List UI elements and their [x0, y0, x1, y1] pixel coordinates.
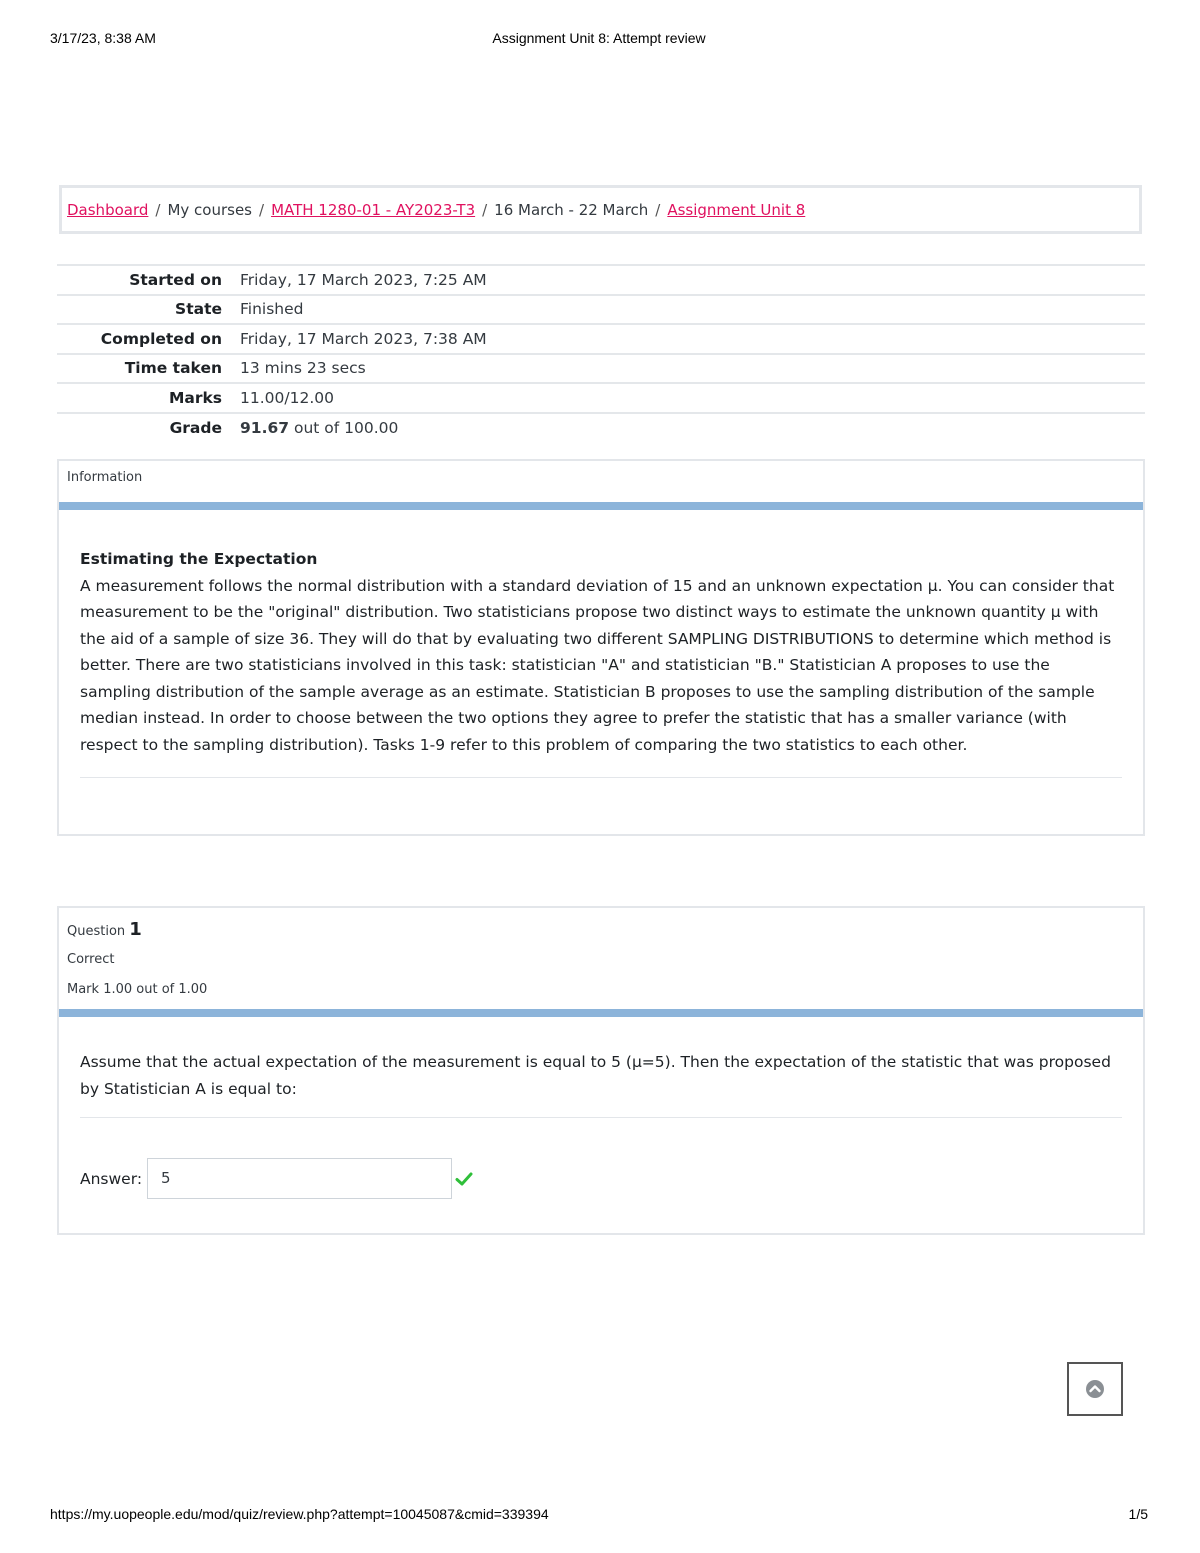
print-page-number: 1/5: [1128, 1506, 1148, 1522]
question-header: [67, 919, 142, 940]
question-label: Question: [67, 924, 126, 939]
information-label: Information: [67, 470, 143, 485]
breadcrumb-my-courses: My courses: [167, 200, 252, 219]
answer-label: Answer:: [80, 1169, 143, 1188]
breadcrumb-separator: /: [482, 200, 488, 219]
grade-score: 91.67: [240, 418, 290, 437]
question-accent-bar: [59, 1009, 1143, 1017]
breadcrumb: [59, 185, 1142, 234]
question-mark: Mark 1.00 out of 1.00: [67, 982, 208, 997]
summary-label: Time taken: [57, 354, 240, 384]
breadcrumb-assignment[interactable]: Assignment Unit 8: [667, 200, 806, 219]
summary-value: Friday, 17 March 2023, 7:38 AM: [240, 324, 1145, 354]
question-number: 1: [129, 919, 142, 940]
summary-row-started: [57, 265, 1145, 295]
information-title: Estimating the Expectation: [80, 550, 318, 568]
print-footer: [50, 1506, 1148, 1526]
summary-row-completed: [57, 324, 1145, 354]
summary-label: Started on: [57, 265, 240, 295]
information-content: [80, 546, 1122, 758]
summary-label: State: [57, 295, 240, 325]
summary-label: Grade: [57, 413, 240, 443]
summary-value: Friday, 17 March 2023, 7:25 AM: [240, 265, 1145, 295]
question-block: [57, 906, 1145, 1235]
attempt-summary-table: [57, 264, 1145, 442]
information-block: [57, 459, 1145, 836]
answer-row: [80, 1158, 473, 1199]
information-accent-bar: [59, 502, 1143, 510]
summary-label: Marks: [57, 383, 240, 413]
breadcrumb-separator: /: [155, 200, 161, 219]
grade-out-of: out of 100.00: [289, 418, 399, 437]
summary-label: Completed on: [57, 324, 240, 354]
summary-row-marks: [57, 383, 1145, 413]
print-url: https://my.uopeople.edu/mod/quiz/review.php?attempt=10045087&cmid=339394: [50, 1506, 549, 1522]
breadcrumb-course[interactable]: MATH 1280-01 - AY2023-T3: [271, 200, 476, 219]
information-body: A measurement follows the normal distribution with a standard deviation of 15 and an unknown expectation μ. You can consider that measurement to be the "original" distribution. Two statisticians propose two distinct ways to estimate the unknown quantity μ with the aid of a sample of size 36. They will do that by evaluating two different SAMPLING DISTRIBUTIONS to determine which method is better. There are two statisticians involved in this task: statistician "A" and statistician "B." Statistician A proposes to use the sampling distribution of the sample average as an estimate. Statistician B proposes to use the sampling distribution of the sample median instead. In order to choose between the two options they agree to prefer the statistic that has a smaller variance (with respect to the sampling distribution). Tasks 1-9 refer to this problem of comparing the two statistics to each other.: [80, 576, 1115, 754]
print-datetime: 3/17/23, 8:38 AM: [50, 30, 156, 46]
summary-value: 13 mins 23 secs: [240, 354, 1145, 384]
breadcrumb-separator: /: [655, 200, 661, 219]
chevron-up-circle-icon: [1085, 1379, 1105, 1399]
summary-value: 11.00/12.00: [240, 383, 1145, 413]
summary-row-time-taken: [57, 354, 1145, 384]
question-text: Assume that the actual expectation of the measurement is equal to 5 (μ=5). Then the expectation of the statistic that was proposed by Statistician A is equal to:: [80, 1053, 1111, 1098]
answer-input[interactable]: 5: [147, 1158, 452, 1199]
information-divider: [80, 777, 1122, 778]
summary-value: Finished: [240, 295, 1145, 325]
summary-row-grade: [57, 413, 1145, 443]
scroll-to-top-button[interactable]: [1067, 1362, 1123, 1416]
question-status: Correct: [67, 952, 115, 967]
breadcrumb-dashboard[interactable]: Dashboard: [67, 200, 149, 219]
question-divider: [80, 1117, 1122, 1118]
summary-row-state: [57, 295, 1145, 325]
breadcrumb-week: 16 March - 22 March: [494, 200, 649, 219]
print-header: [50, 30, 1148, 50]
correct-check-icon: [455, 1170, 473, 1188]
print-title: Assignment Unit 8: Attempt review: [492, 30, 706, 46]
summary-value: [240, 413, 1145, 443]
breadcrumb-separator: /: [259, 200, 265, 219]
